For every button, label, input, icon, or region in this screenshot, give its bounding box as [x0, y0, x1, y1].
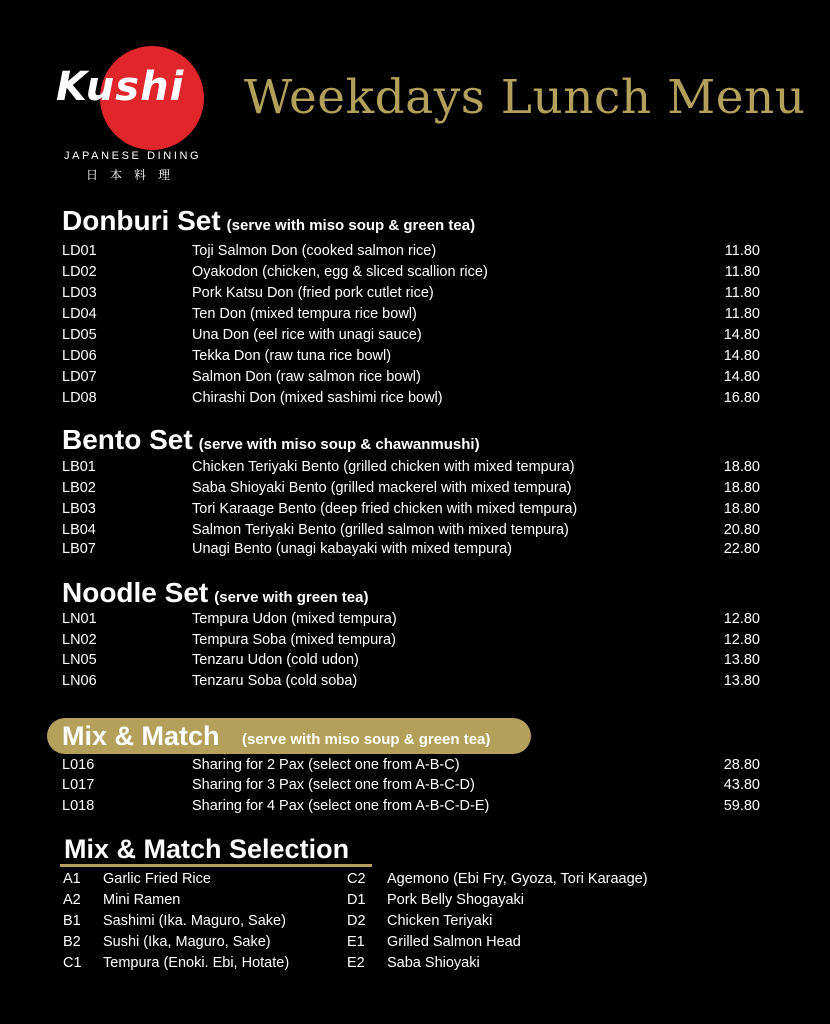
item-code: C2	[347, 871, 366, 887]
item-name: Chicken Teriyaki Bento (grilled chicken with mixed tempura)	[192, 459, 575, 475]
item-name: Sashimi (Ika. Maguro, Sake)	[103, 913, 286, 929]
item-name: Tempura Udon (mixed tempura)	[192, 611, 397, 627]
menu-item	[0, 541, 830, 562]
item-name: Mini Ramen	[103, 892, 181, 908]
item-name: Unagi Bento (unagi kabayaki with mixed tempura)	[192, 541, 512, 557]
item-name: Saba Shioyaki	[387, 955, 480, 971]
item-name: Tenzaru Udon (cold udon)	[192, 652, 359, 668]
item-price: 11.80	[724, 264, 760, 280]
menu-item	[0, 632, 830, 653]
item-code: LD07	[62, 369, 97, 385]
item-name: Saba Shioyaki Bento (grilled mackerel with mixed tempura)	[192, 480, 572, 496]
item-price: 18.80	[723, 501, 760, 517]
item-code: E1	[347, 934, 365, 950]
item-name: Chirashi Don (mixed sashimi rice bowl)	[192, 390, 443, 406]
section-heading-donburi	[62, 205, 475, 237]
section-note: (serve with green tea)	[214, 589, 369, 606]
section-heading-mix-match	[47, 718, 531, 754]
item-price: 14.80	[723, 348, 760, 364]
item-code: LD08	[62, 390, 97, 406]
item-price: 16.80	[723, 390, 760, 406]
menu-item	[0, 459, 830, 480]
item-price: 14.80	[723, 327, 760, 343]
section-title: Mix & Match	[62, 721, 220, 751]
item-price: 20.80	[723, 522, 760, 538]
item-name: Tekka Don (raw tuna rice bowl)	[192, 348, 392, 364]
menu-item	[0, 652, 830, 673]
menu-item	[0, 522, 830, 543]
item-code: LB01	[62, 459, 96, 475]
menu-item	[0, 285, 830, 306]
item-price: 22.80	[723, 541, 760, 557]
item-name: Agemono (Ebi Fry, Gyoza, Tori Karaage)	[387, 871, 648, 887]
section-note: (serve with miso soup & green tea)	[226, 217, 476, 234]
section-title: Bento Set	[62, 424, 193, 455]
item-code: B2	[63, 934, 81, 950]
menu-item	[0, 327, 830, 348]
item-name: Chicken Teriyaki	[387, 913, 493, 929]
item-code: L017	[62, 777, 95, 793]
item-code: E2	[347, 955, 365, 971]
menu-item	[0, 798, 830, 819]
item-name: Ten Don (mixed tempura rice bowl)	[192, 306, 417, 322]
section-title: Noodle Set	[62, 577, 209, 608]
item-price: 18.80	[723, 480, 760, 496]
item-code: LN06	[62, 673, 97, 689]
item-code: LD02	[62, 264, 97, 280]
item-name: Sharing for 3 Pax (select one from A-B-C-D)	[192, 777, 475, 793]
item-price: 18.80	[723, 459, 760, 475]
item-name: Oyakodon (chicken, egg & sliced scallion rice)	[192, 264, 488, 280]
item-name: Tempura (Enoki. Ebi, Hotate)	[103, 955, 290, 971]
logo-wordmark: Kushi	[56, 64, 185, 110]
section-heading-noodle	[62, 577, 368, 609]
item-code: LN02	[62, 632, 97, 648]
section-title: Donburi Set	[62, 205, 221, 236]
item-code: A1	[63, 871, 81, 887]
brand-logo	[56, 42, 206, 187]
menu-item	[0, 673, 830, 694]
logo-kanji: 日本料理	[86, 168, 183, 182]
selection-heading: Mix & Match Selection	[64, 834, 350, 864]
item-name: Pork Katsu Don (fried pork cutlet rice)	[192, 285, 434, 301]
item-name: Grilled Salmon Head	[387, 934, 521, 950]
item-code: C1	[63, 955, 82, 971]
item-name: Sharing for 4 Pax (select one from A-B-C-D-E)	[192, 798, 490, 814]
item-name: Salmon Don (raw salmon rice bowl)	[192, 369, 421, 385]
section-heading-bento	[62, 424, 480, 456]
item-code: LD03	[62, 285, 97, 301]
item-price: 12.80	[723, 632, 760, 648]
item-name: Tori Karaage Bento (deep fried chicken with mixed tempura)	[192, 501, 578, 517]
item-price: 14.80	[723, 369, 760, 385]
item-price: 11.80	[724, 285, 760, 301]
item-code: LD01	[62, 243, 97, 259]
item-price: 11.80	[724, 306, 760, 322]
item-code: D1	[347, 892, 366, 908]
item-price: 11.80	[724, 243, 760, 259]
item-code: A2	[63, 892, 81, 908]
menu-item	[0, 390, 830, 411]
item-price: 12.80	[723, 611, 760, 627]
menu-item	[0, 369, 830, 390]
item-name: Sushi (Ika, Maguro, Sake)	[103, 934, 271, 950]
menu-item	[0, 611, 830, 632]
menu-title: Weekdays Lunch Menu	[244, 70, 806, 125]
menu-item	[0, 480, 830, 501]
item-name: Tempura Soba (mixed tempura)	[192, 632, 396, 648]
item-code: LD06	[62, 348, 97, 364]
item-price: 59.80	[723, 798, 760, 814]
menu-item	[0, 243, 830, 264]
item-price: 43.80	[723, 777, 760, 793]
item-name: Salmon Teriyaki Bento (grilled salmon with mixed tempura)	[192, 522, 569, 538]
item-name: Una Don (eel rice with unagi sauce)	[192, 327, 422, 343]
menu-item	[0, 306, 830, 327]
item-code: LN01	[62, 611, 97, 627]
item-code: L018	[62, 798, 95, 814]
item-code: B1	[63, 913, 81, 929]
item-code: LB03	[62, 501, 96, 517]
item-name: Garlic Fried Rice	[103, 871, 211, 887]
item-name: Toji Salmon Don (cooked salmon rice)	[192, 243, 437, 259]
menu-item	[0, 501, 830, 522]
item-code: LB04	[62, 522, 96, 538]
item-code: LD04	[62, 306, 97, 322]
logo-subtitle: JAPANESE DINING	[64, 150, 202, 162]
section-note: (serve with miso soup & green tea)	[242, 731, 491, 748]
item-code: D2	[347, 913, 366, 929]
item-name: Sharing for 2 Pax (select one from A-B-C)	[192, 757, 460, 773]
item-code: L016	[62, 757, 95, 773]
item-price: 13.80	[723, 652, 760, 668]
item-code: LB07	[62, 541, 96, 557]
item-code: LN05	[62, 652, 97, 668]
item-price: 13.80	[723, 673, 760, 689]
menu-item	[0, 348, 830, 369]
item-code: LD05	[62, 327, 97, 343]
menu-item	[0, 264, 830, 285]
item-price: 28.80	[723, 757, 760, 773]
selection-underline	[60, 864, 372, 867]
item-code: LB02	[62, 480, 96, 496]
section-note: (serve with miso soup & chawanmushi)	[198, 436, 480, 453]
menu-item	[0, 777, 830, 798]
item-name: Tenzaru Soba (cold soba)	[192, 673, 358, 689]
menu-item	[0, 757, 830, 778]
item-name: Pork Belly Shogayaki	[387, 892, 525, 908]
